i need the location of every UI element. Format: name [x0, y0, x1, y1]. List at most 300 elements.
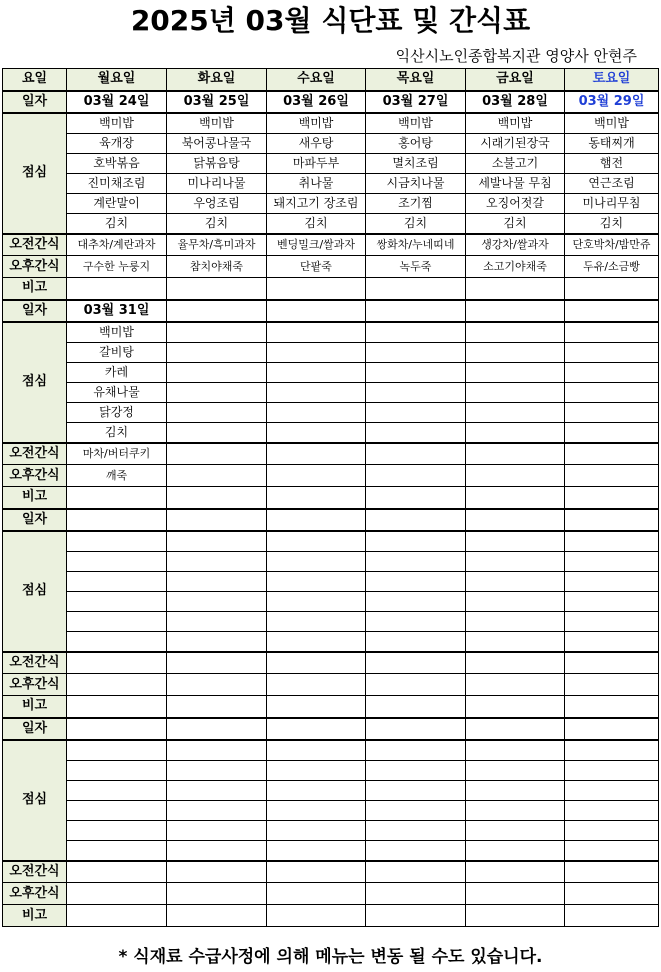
lunch-item: 김치 — [67, 213, 167, 234]
lunch-item — [267, 551, 366, 571]
lunch-item — [366, 840, 466, 861]
lunch-item: 시래기된장국 — [466, 133, 565, 153]
note-cell — [167, 696, 267, 718]
lunch-item — [466, 402, 565, 422]
lunch-item — [565, 740, 659, 761]
lunch-item: 백미밥 — [466, 113, 565, 134]
lunch-item — [267, 591, 366, 611]
pm-snack-cell — [67, 883, 167, 905]
lunch-item — [67, 840, 167, 861]
lunch-item — [267, 571, 366, 591]
lunch-item — [167, 571, 267, 591]
lunch-item: 돼지고기 장조림 — [267, 193, 366, 213]
lunch-item: 진미채조림 — [67, 173, 167, 193]
lunch-item — [267, 780, 366, 800]
lunch-item — [366, 422, 466, 443]
table-row — [3, 718, 659, 740]
table-row — [3, 820, 659, 840]
meal-table — [2, 68, 659, 927]
note-cell — [167, 487, 267, 509]
lunch-item: 백미밥 — [167, 113, 267, 134]
am-snack-cell — [67, 861, 167, 883]
lunch-item: 백미밥 — [67, 322, 167, 343]
am-snack-cell — [466, 652, 565, 674]
pm-snack-cell — [167, 465, 267, 487]
date-cell — [167, 300, 267, 322]
row-label-am_snack: 오전간식 — [3, 652, 67, 674]
date-cell: 03월 24일 — [67, 91, 167, 113]
row-label-pm_snack: 오후간식 — [3, 674, 67, 696]
date-cell: 03월 28일 — [466, 91, 565, 113]
note-cell — [466, 487, 565, 509]
am-snack-cell — [67, 652, 167, 674]
note-cell — [67, 278, 167, 300]
pm-snack-cell — [466, 674, 565, 696]
lunch-item — [366, 591, 466, 611]
table-row — [3, 443, 659, 465]
lunch-item — [466, 611, 565, 631]
table-row — [3, 278, 659, 300]
pm-snack-cell — [366, 465, 466, 487]
am-snack-cell — [267, 443, 366, 465]
lunch-item — [366, 760, 466, 780]
author-line: 익산시노인종합복지관 영양사 안현주 — [395, 47, 637, 65]
table-row — [3, 173, 659, 193]
date-cell: 03월 27일 — [366, 91, 466, 113]
lunch-item: 미나리나물 — [167, 173, 267, 193]
lunch-item — [167, 740, 267, 761]
note-cell — [267, 487, 366, 509]
lunch-item — [466, 780, 565, 800]
lunch-item: 김치 — [67, 422, 167, 443]
table-row — [3, 740, 659, 761]
lunch-item: 홍어탕 — [366, 133, 466, 153]
row-label-note: 비고 — [3, 696, 67, 718]
table-row — [3, 193, 659, 213]
lunch-item — [267, 800, 366, 820]
note-cell — [267, 278, 366, 300]
lunch-item: 오징어젓갈 — [466, 193, 565, 213]
lunch-item — [565, 780, 659, 800]
table-row — [3, 69, 659, 91]
lunch-item — [366, 631, 466, 652]
date-cell — [366, 300, 466, 322]
lunch-item: 호박볶음 — [67, 153, 167, 173]
lunch-item — [466, 382, 565, 402]
lunch-item: 갈비탕 — [67, 342, 167, 362]
table-row — [3, 487, 659, 509]
lunch-item: 멸치조림 — [366, 153, 466, 173]
pm-snack-cell — [466, 465, 565, 487]
lunch-item: 북어콩나물국 — [167, 133, 267, 153]
lunch-item — [366, 820, 466, 840]
table-row — [3, 91, 659, 113]
date-cell: 03월 25일 — [167, 91, 267, 113]
lunch-item — [67, 760, 167, 780]
day-header: 목요일 — [366, 69, 466, 91]
lunch-item — [466, 800, 565, 820]
row-label-date: 일자 — [3, 91, 67, 113]
am-snack-cell — [366, 443, 466, 465]
pm-snack-cell: 녹두죽 — [366, 256, 466, 278]
am-snack-cell — [267, 861, 366, 883]
date-cell — [267, 718, 366, 740]
pm-snack-cell — [366, 674, 466, 696]
date-cell — [466, 509, 565, 531]
lunch-item — [565, 800, 659, 820]
row-label-am_snack: 오전간식 — [3, 234, 67, 256]
lunch-item — [267, 611, 366, 631]
date-cell — [267, 300, 366, 322]
lunch-item — [267, 362, 366, 382]
lunch-item: 조기찜 — [366, 193, 466, 213]
table-row — [3, 362, 659, 382]
lunch-item: 세발나물 무침 — [466, 173, 565, 193]
row-label-am_snack: 오전간식 — [3, 443, 67, 465]
day-header: 토요일 — [565, 69, 659, 91]
table-row — [3, 591, 659, 611]
am-snack-cell: 율무차/흑미과자 — [167, 234, 267, 256]
lunch-item — [67, 611, 167, 631]
lunch-item — [366, 551, 466, 571]
pm-snack-cell — [67, 674, 167, 696]
table-row — [3, 256, 659, 278]
lunch-item — [267, 342, 366, 362]
table-row — [3, 696, 659, 718]
date-cell — [466, 300, 565, 322]
lunch-item — [366, 740, 466, 761]
lunch-item — [267, 820, 366, 840]
lunch-item — [466, 591, 565, 611]
lunch-item — [167, 760, 267, 780]
note-cell — [67, 696, 167, 718]
date-cell — [565, 718, 659, 740]
lunch-item — [466, 342, 565, 362]
lunch-item — [565, 531, 659, 552]
lunch-item — [466, 422, 565, 443]
lunch-item — [167, 402, 267, 422]
note-cell — [366, 905, 466, 927]
lunch-item: 햄전 — [565, 153, 659, 173]
lunch-item: 김치 — [466, 213, 565, 234]
am-snack-cell: 대추차/계란과자 — [67, 234, 167, 256]
am-snack-cell — [167, 443, 267, 465]
lunch-item — [466, 571, 565, 591]
table-row — [3, 883, 659, 905]
lunch-item: 백미밥 — [565, 113, 659, 134]
date-cell — [67, 718, 167, 740]
pm-snack-cell — [267, 465, 366, 487]
lunch-item — [267, 322, 366, 343]
lunch-item — [466, 820, 565, 840]
lunch-item: 우엉조림 — [167, 193, 267, 213]
lunch-item — [67, 551, 167, 571]
day-header: 수요일 — [267, 69, 366, 91]
date-cell: 03월 26일 — [267, 91, 366, 113]
pm-snack-cell — [267, 674, 366, 696]
table-row — [3, 551, 659, 571]
am-snack-cell: 쌍화차/누네띠네 — [366, 234, 466, 256]
lunch-item — [167, 800, 267, 820]
date-cell — [167, 718, 267, 740]
lunch-item: 육개장 — [67, 133, 167, 153]
lunch-item — [466, 631, 565, 652]
lunch-item: 백미밥 — [67, 113, 167, 134]
row-label-pm_snack: 오후간식 — [3, 465, 67, 487]
lunch-item: 계란말이 — [67, 193, 167, 213]
am-snack-cell — [267, 652, 366, 674]
table-row — [3, 153, 659, 173]
row-label-day: 요일 — [3, 69, 67, 91]
lunch-item — [67, 571, 167, 591]
lunch-item: 시금치나물 — [366, 173, 466, 193]
table-row — [3, 422, 659, 443]
pm-snack-cell — [167, 674, 267, 696]
pm-snack-cell: 깨죽 — [67, 465, 167, 487]
lunch-item — [466, 531, 565, 552]
lunch-item: 닭볶음탕 — [167, 153, 267, 173]
date-cell: 03월 31일 — [67, 300, 167, 322]
pm-snack-cell — [565, 674, 659, 696]
date-cell — [466, 718, 565, 740]
note-cell — [67, 905, 167, 927]
lunch-item — [565, 611, 659, 631]
lunch-item — [565, 342, 659, 362]
day-header: 화요일 — [167, 69, 267, 91]
lunch-item — [167, 422, 267, 443]
lunch-item — [366, 800, 466, 820]
lunch-item — [366, 362, 466, 382]
lunch-item — [167, 840, 267, 861]
lunch-item — [366, 531, 466, 552]
lunch-item: 백미밥 — [366, 113, 466, 134]
lunch-item — [366, 402, 466, 422]
row-label-note: 비고 — [3, 905, 67, 927]
lunch-item — [267, 631, 366, 652]
day-header: 월요일 — [67, 69, 167, 91]
table-row — [3, 509, 659, 531]
note-cell — [466, 905, 565, 927]
row-label-lunch: 점심 — [3, 740, 67, 861]
lunch-item — [267, 402, 366, 422]
table-row — [3, 382, 659, 402]
lunch-item: 카레 — [67, 362, 167, 382]
lunch-item — [565, 591, 659, 611]
date-cell — [366, 718, 466, 740]
note-cell — [565, 487, 659, 509]
lunch-item — [565, 422, 659, 443]
am-snack-cell: 단호박차/밤만쥬 — [565, 234, 659, 256]
row-label-date: 일자 — [3, 300, 67, 322]
lunch-item — [366, 342, 466, 362]
lunch-item — [67, 740, 167, 761]
note-cell — [565, 278, 659, 300]
am-snack-cell — [565, 443, 659, 465]
row-label-lunch: 점심 — [3, 322, 67, 443]
table-row — [3, 760, 659, 780]
lunch-item — [167, 551, 267, 571]
row-label-note: 비고 — [3, 278, 67, 300]
lunch-item: 닭강정 — [67, 402, 167, 422]
am-snack-cell — [167, 652, 267, 674]
lunch-item — [167, 631, 267, 652]
table-row — [3, 300, 659, 322]
table-row — [3, 571, 659, 591]
am-snack-cell — [366, 861, 466, 883]
lunch-item — [466, 740, 565, 761]
lunch-item — [565, 840, 659, 861]
pm-snack-cell — [466, 883, 565, 905]
note-cell — [366, 696, 466, 718]
note-cell — [267, 905, 366, 927]
pm-snack-cell: 구수한 누룽지 — [67, 256, 167, 278]
date-cell: 03월 29일 — [565, 91, 659, 113]
table-row — [3, 905, 659, 927]
note-cell — [267, 696, 366, 718]
table-row — [3, 674, 659, 696]
table-row — [3, 840, 659, 861]
am-snack-cell — [466, 861, 565, 883]
lunch-item — [466, 551, 565, 571]
lunch-item — [565, 571, 659, 591]
lunch-item — [167, 342, 267, 362]
lunch-item — [167, 780, 267, 800]
footer-note: * 식재료 수급사정에 의해 메뉴는 변동 될 수도 있습니다. — [118, 947, 543, 967]
day-header: 금요일 — [466, 69, 565, 91]
lunch-item: 김치 — [267, 213, 366, 234]
lunch-item — [565, 820, 659, 840]
table-row — [3, 213, 659, 234]
table-row — [3, 465, 659, 487]
lunch-item — [267, 382, 366, 402]
table-row — [3, 531, 659, 552]
lunch-item — [67, 820, 167, 840]
row-label-lunch: 점심 — [3, 113, 67, 234]
lunch-item — [366, 780, 466, 800]
lunch-item: 유채나물 — [67, 382, 167, 402]
note-cell — [565, 905, 659, 927]
date-cell — [167, 509, 267, 531]
table-row — [3, 652, 659, 674]
lunch-item: 미나리무침 — [565, 193, 659, 213]
table-row — [3, 611, 659, 631]
am-snack-cell — [167, 861, 267, 883]
lunch-item — [67, 800, 167, 820]
note-cell — [366, 278, 466, 300]
lunch-item — [466, 322, 565, 343]
lunch-item — [565, 322, 659, 343]
row-label-pm_snack: 오후간식 — [3, 256, 67, 278]
lunch-item — [565, 551, 659, 571]
lunch-item — [167, 382, 267, 402]
lunch-item — [167, 820, 267, 840]
table-row — [3, 113, 659, 134]
lunch-item — [565, 760, 659, 780]
am-snack-cell: 생강차/쌀과자 — [466, 234, 565, 256]
lunch-item — [267, 531, 366, 552]
lunch-item — [565, 382, 659, 402]
table-row — [3, 342, 659, 362]
lunch-item: 김치 — [565, 213, 659, 234]
table-row — [3, 631, 659, 652]
date-cell — [267, 509, 366, 531]
am-snack-cell: 벤딩밀크/쌀과자 — [267, 234, 366, 256]
lunch-item — [267, 840, 366, 861]
lunch-item: 연근조림 — [565, 173, 659, 193]
lunch-item — [67, 631, 167, 652]
table-row — [3, 234, 659, 256]
note-cell — [167, 278, 267, 300]
lunch-item — [267, 740, 366, 761]
lunch-item: 동태찌개 — [565, 133, 659, 153]
lunch-item — [366, 571, 466, 591]
date-cell — [67, 509, 167, 531]
page-title: 2025년 03월 식단표 및 간식표 — [130, 4, 531, 37]
table-row — [3, 322, 659, 343]
lunch-item: 김치 — [167, 213, 267, 234]
lunch-item — [565, 402, 659, 422]
pm-snack-cell — [366, 883, 466, 905]
note-cell — [67, 487, 167, 509]
lunch-item — [466, 760, 565, 780]
lunch-item: 취나물 — [267, 173, 366, 193]
lunch-item — [565, 362, 659, 382]
pm-snack-cell: 소고기야채죽 — [466, 256, 565, 278]
note-cell — [167, 905, 267, 927]
lunch-item: 김치 — [366, 213, 466, 234]
lunch-item — [67, 780, 167, 800]
note-cell — [466, 696, 565, 718]
lunch-item — [167, 322, 267, 343]
table-row — [3, 800, 659, 820]
lunch-item — [466, 840, 565, 861]
date-cell — [565, 300, 659, 322]
row-label-lunch: 점심 — [3, 531, 67, 652]
row-label-date: 일자 — [3, 509, 67, 531]
lunch-item — [565, 631, 659, 652]
lunch-item — [167, 362, 267, 382]
lunch-item: 백미밥 — [267, 113, 366, 134]
lunch-item — [167, 591, 267, 611]
pm-snack-cell — [565, 465, 659, 487]
lunch-item — [366, 322, 466, 343]
lunch-item — [267, 422, 366, 443]
lunch-item: 소불고기 — [466, 153, 565, 173]
table-row — [3, 780, 659, 800]
pm-snack-cell — [167, 883, 267, 905]
table-row — [3, 402, 659, 422]
lunch-item — [366, 382, 466, 402]
am-snack-cell — [366, 652, 466, 674]
pm-snack-cell — [267, 883, 366, 905]
row-label-note: 비고 — [3, 487, 67, 509]
pm-snack-cell: 두유/소금빵 — [565, 256, 659, 278]
lunch-item: 새우탕 — [267, 133, 366, 153]
date-cell — [366, 509, 466, 531]
table-row — [3, 133, 659, 153]
note-cell — [565, 696, 659, 718]
lunch-item — [67, 531, 167, 552]
am-snack-cell — [565, 861, 659, 883]
lunch-item — [67, 591, 167, 611]
am-snack-cell: 마차/버터쿠키 — [67, 443, 167, 465]
row-label-pm_snack: 오후간식 — [3, 883, 67, 905]
am-snack-cell — [565, 652, 659, 674]
lunch-item — [366, 611, 466, 631]
note-cell — [366, 487, 466, 509]
lunch-item — [167, 531, 267, 552]
pm-snack-cell — [565, 883, 659, 905]
